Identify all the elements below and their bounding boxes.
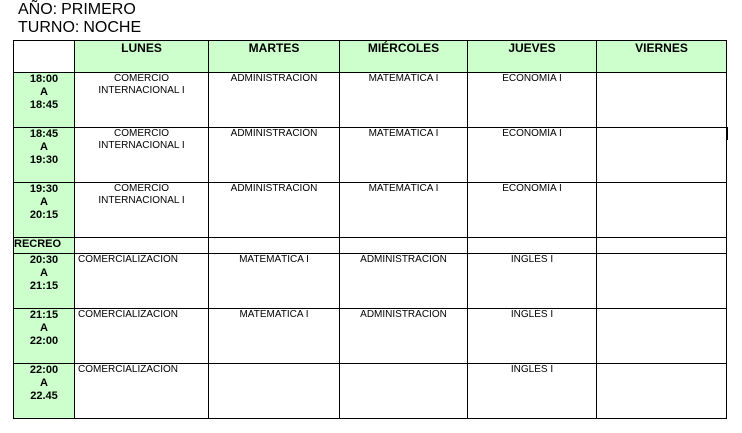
schedule-table xyxy=(13,40,727,419)
recess-cell xyxy=(468,238,597,254)
subject-cell xyxy=(75,254,209,309)
time-slot-line: 21:15 xyxy=(29,309,59,321)
day-header-5: VIERNES xyxy=(597,41,727,73)
subject-cell xyxy=(75,183,209,238)
subject-cell xyxy=(209,73,340,128)
time-slot-line: A xyxy=(40,196,48,208)
recess-cell xyxy=(340,238,468,254)
year-value: PRIMERO xyxy=(61,1,136,18)
subject-cell xyxy=(597,364,727,419)
recess-cell xyxy=(75,238,209,254)
year-heading xyxy=(18,1,136,19)
time-slot-row xyxy=(14,309,727,364)
subject-cell xyxy=(209,364,340,419)
time-slot-line: 22:00 xyxy=(29,364,59,376)
time-slot-line: A xyxy=(40,267,48,279)
time-slot-line: 18:00 xyxy=(29,73,59,85)
time-slot-row xyxy=(14,183,727,238)
time-slot-line: 18:45 xyxy=(29,99,59,111)
time-slot-row xyxy=(14,73,727,128)
subject-name: ECONOMÍA I xyxy=(502,73,562,84)
subject-name: COMERCIO INTERNACIONAL I xyxy=(98,183,185,206)
day-header-1: LUNES xyxy=(75,41,209,73)
time-slot-row xyxy=(14,128,727,183)
subject-name: COMERCIO INTERNACIONAL I xyxy=(98,128,185,151)
subject-name: COMERCIALIZACIÓN xyxy=(78,254,179,265)
time-slot-line: 20:15 xyxy=(29,209,59,221)
time-slot-line: 21:15 xyxy=(29,280,59,292)
time-slot-line: 19:30 xyxy=(29,154,59,166)
subject-name: MATEMÁTICA I xyxy=(368,73,439,84)
time-slot-line: 18:45 xyxy=(29,128,59,140)
subject-cell xyxy=(209,183,340,238)
subject-cell xyxy=(75,309,209,364)
day-header-4: JUEVES xyxy=(468,41,597,73)
subject-cell xyxy=(340,309,468,364)
time-slot-cell xyxy=(14,364,75,419)
subject-cell xyxy=(340,73,468,128)
subject-name: ADMINISTRACION xyxy=(360,309,447,320)
time-slot-line: 22:00 xyxy=(29,335,59,347)
time-slot-line: 20:30 xyxy=(29,254,59,266)
subject-name: ADMINISTRACIÓN xyxy=(230,183,318,194)
recess-cell xyxy=(597,238,727,254)
subject-cell xyxy=(340,254,468,309)
subject-cell xyxy=(340,364,468,419)
time-slot-cell xyxy=(14,183,75,238)
subject-cell xyxy=(340,183,468,238)
subject-name: ADMINISTRACIÓN xyxy=(360,254,447,265)
subject-cell xyxy=(209,128,340,183)
year-label: AÑO: xyxy=(18,1,58,18)
subject-name: ADMINISTRACIÓN xyxy=(230,73,318,84)
day-header-row xyxy=(14,41,727,73)
time-slot-line: A xyxy=(40,141,48,153)
subject-name: COMERCIALIZACION xyxy=(78,309,179,320)
time-slot-line: 19:30 xyxy=(29,183,59,195)
subject-cell xyxy=(468,364,597,419)
time-slot-row xyxy=(14,254,727,309)
time-slot-cell xyxy=(14,309,75,364)
time-slot-row xyxy=(14,364,727,419)
shift-label: TURNO: xyxy=(18,19,80,36)
subject-name: INGLÉS I xyxy=(510,364,554,375)
subject-name: ECONOMÍA I xyxy=(502,183,562,194)
subject-cell xyxy=(468,254,597,309)
time-slot-line: A xyxy=(40,86,48,98)
subject-cell xyxy=(75,128,209,183)
recess-label: RECREO xyxy=(14,238,75,254)
time-slot-cell xyxy=(14,254,75,309)
subject-cell xyxy=(209,309,340,364)
subject-cell xyxy=(75,73,209,128)
subject-name: COMERCIO INTERNACIONAL I xyxy=(98,73,185,96)
subject-cell xyxy=(597,183,727,238)
subject-cell xyxy=(597,254,727,309)
subject-cell xyxy=(340,128,468,183)
shift-value: NOCHE xyxy=(83,19,142,36)
subject-cell xyxy=(75,364,209,419)
subject-name: MATEMATICA I xyxy=(239,309,309,320)
subject-cell xyxy=(468,183,597,238)
time-slot-cell xyxy=(14,73,75,128)
subject-name: MATEMÁTICA I xyxy=(239,254,309,265)
edge-mark xyxy=(726,127,728,140)
subject-cell xyxy=(468,73,597,128)
time-slot-line: A xyxy=(40,322,48,334)
day-header-2: MARTES xyxy=(209,41,340,73)
subject-cell xyxy=(468,128,597,183)
subject-name: MATEMÁTICA I xyxy=(368,183,439,194)
corner-cell xyxy=(14,41,75,73)
subject-cell xyxy=(209,254,340,309)
subject-name: ADMINISTRACIÓN xyxy=(230,128,318,139)
recess-row xyxy=(14,238,727,254)
subject-name: INGLÉS I xyxy=(510,309,554,320)
time-slot-line: A xyxy=(40,377,48,389)
day-header-3: MIÉRCOLES xyxy=(340,41,468,73)
shift-heading xyxy=(18,19,141,37)
time-slot-line: 22.45 xyxy=(30,390,58,402)
subject-cell xyxy=(468,309,597,364)
subject-name: INGLÉS I xyxy=(510,254,554,265)
subject-cell xyxy=(597,309,727,364)
recess-cell xyxy=(209,238,340,254)
subject-cell xyxy=(597,73,727,128)
subject-name: ECONOMÍA I xyxy=(502,128,562,139)
subject-name: MATEMÁTICA I xyxy=(368,128,439,139)
subject-name: COMERCIALIZACIÓN xyxy=(78,364,179,375)
subject-cell xyxy=(597,128,727,183)
time-slot-cell xyxy=(14,128,75,183)
